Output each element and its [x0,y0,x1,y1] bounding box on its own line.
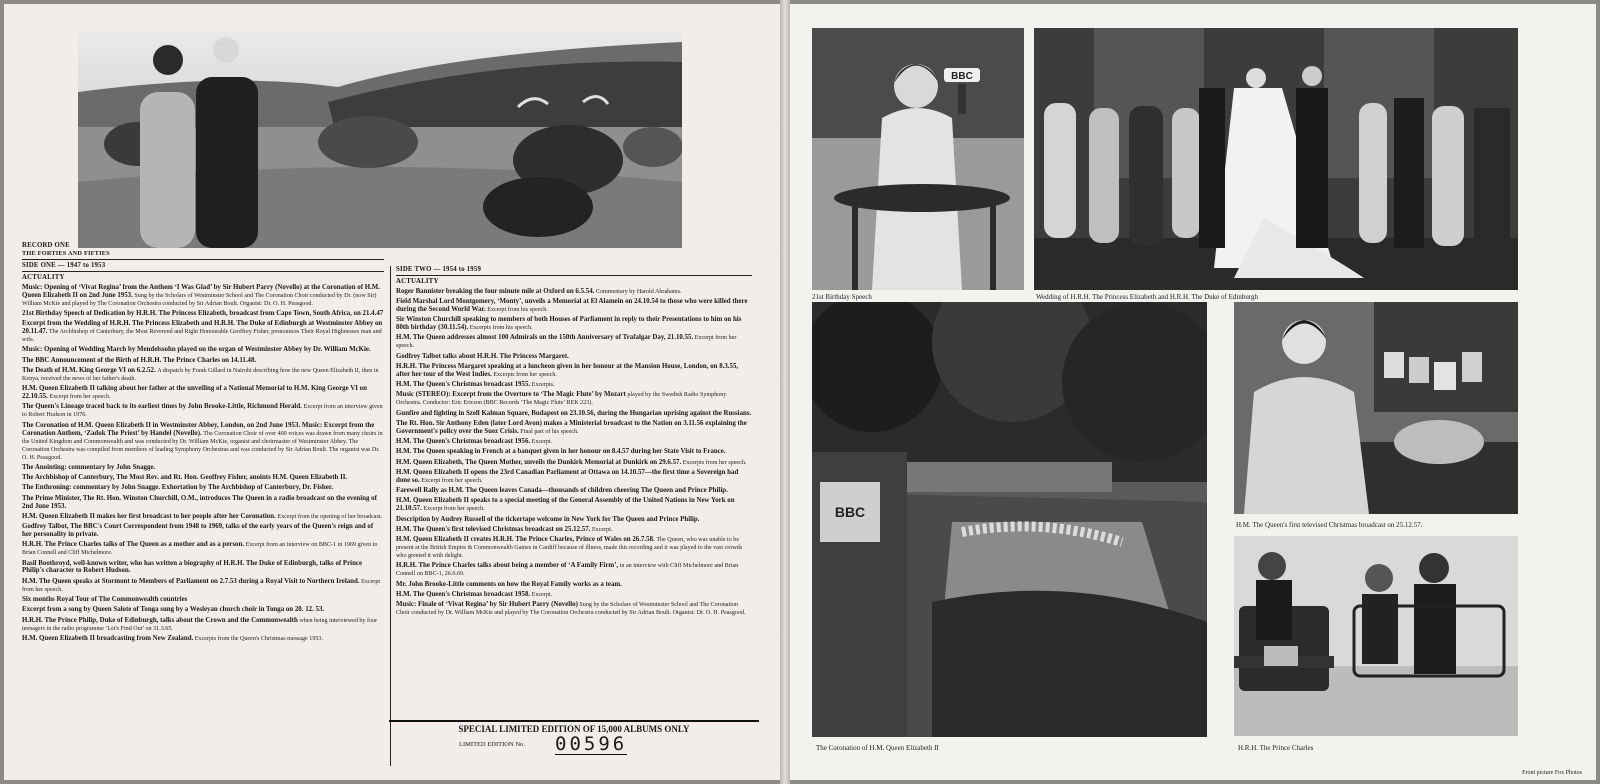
track-item [396,516,752,524]
track-title: H.M. Queen Elizabeth II talking about her father at the unveiling of a National Memorial to H.M. King George VI on 22.10.55. [22,385,367,401]
track-title: H.M. The Queen's Christmas broadcast 1956. [396,438,531,446]
track-item [396,448,752,456]
era-label: THE FORTIES AND FIFTIES [22,250,110,257]
side-one-label: SIDE ONE — 1947 to 1953 [22,262,106,269]
track-detail: The Archbishop of Canterbury, the Most Reverend and Right Honourable Geoffrey Fisher, pronounces Their Royal Highnesses man and wife. [22,329,382,344]
track-title: H.M. The Queen's Christmas broadcast 1958. [396,591,531,599]
track-detail: The Coronation Choir of over 400 voices was drawn from many choirs in the United Kingdom and Commonwealth and was conducted by Dr. William McKie, organist and choirmaster of Westminster Abbey. The Coronation Orchestra was compiled from members of leading Symphony Orchestras and was conducted by Sir Adrian Boult. The organist was Dr. O. H. Peasgood. [22,430,383,461]
photo-prince-charles-interview [1234,536,1518,736]
limited-edition-number: 00596 [555,733,628,755]
track-item [22,617,384,633]
track-item [396,298,752,314]
track-item [396,601,752,617]
track-detail: Excerpt from the opening of her broadcast. [277,513,383,520]
svg-text:BBC: BBC [834,504,866,520]
bbc-microphone-sign: BBC [951,71,973,82]
track-item [22,560,384,576]
track-item [396,438,752,446]
track-title: 21st Birthday Speech of Dedication by H.R.H. The Princess Elizabeth, broadcast from Cape Town, South Africa, on 21.4.47 [22,310,384,318]
track-item [396,526,752,534]
track-detail: Excerpt from an interview given to Robert Hudson in 1976. [22,404,383,419]
track-item [396,391,752,407]
track-item [22,403,384,419]
track-title: H.M. The Queen speaking in French at a banquet given in her honour on 8.4.57 during her State Visit to France. [396,448,726,456]
track-title: H.M. The Queen's first televised Christmas broadcast on 25.12.57. [396,525,591,533]
track-item [396,381,752,389]
track-title: The Rt. Hon. Sir Anthony Eden (later Lord Avon) makes a Ministerial broadcast to the Nation on 3.11.56 explaining the Government's policy over the Suez Crisis. [396,420,747,435]
divider [22,259,384,260]
track-item [396,581,752,589]
track-detail: Excerpts from her speech. [682,459,747,466]
track-title: Field Marshal Lord Montgomery, ‘Monty’, unveils a Memorial at El Alamein on 24.10.54 to those who were killed there during the Second World War. [396,298,748,314]
side-one-track-list [22,284,384,643]
track-detail: Excerpt from his speech. [487,307,548,314]
track-item [396,497,752,513]
track-item [396,420,752,436]
caption-coronation: The Coronation of H.M. Queen Elizabeth II [816,744,939,752]
caption-birthday-speech: 21st Birthday Speech [812,293,872,301]
track-detail: Excerpt. [531,439,553,446]
track-title: H.M. Queen Elizabeth II opens the 23rd Canadian Parliament at Ottawa on 14.10.57—the first time a Sovereign had done so. [396,469,739,484]
track-item [396,288,752,296]
track-item [22,310,384,318]
track-item [22,346,384,354]
track-title: The Coronation of H.M. Queen Elizabeth II in Westminster Abbey, London, on 2nd June 1953. Music: Excerpt from the Coronation Anthem, ‘Zadok The Priest’ by Handel (Novello). [22,421,375,437]
track-item [22,422,384,462]
track-title: Excerpt from a song by Queen Salote of Tonga sung by a Wesleyan church choir in Tonga on 20. 12. 53. [22,606,325,614]
side-two-label: SIDE TWO — 1954 to 1959 [396,266,482,273]
track-item [22,513,384,521]
track-title: Six months Royal Tour of The Commonwealth countries [22,595,188,603]
track-item [22,523,384,539]
track-item [22,357,384,365]
track-title: H.M. Queen Elizabeth II makes her first broadcast to her people after her Coronation. [22,512,276,520]
gatefold-spine [780,0,790,784]
track-detail: Excerpt from her speech. [421,477,483,484]
track-detail: played by the Swedish Radio Symphony Orchestra. Conductor: Eric Ericson (BBC Records ‘The Magic Flute’ REK 223). [396,392,727,407]
track-title: H.M. The Queen's Christmas broadcast 1955. [396,381,531,389]
track-item [396,363,752,379]
track-detail: Excerpt. [531,592,553,599]
track-title: H.M. Queen Elizabeth II broadcasting from New Zealand. [22,634,194,642]
track-item [396,459,752,467]
left-page [4,4,780,780]
track-item [22,367,384,383]
track-title: The BBC Announcement of the Birth of H.R.H. The Prince Charles on 14.11.48. [22,356,257,364]
track-item [396,536,752,560]
track-title: Music: Opening of Wedding March by Mendelssohn played on the organ of Westminster Abbey by Dr. William McKie. [22,346,371,354]
track-title: Farewell Rally as H.M. The Queen leaves Canada—thousands of children cheering The Queen and Prince Philip. [396,487,728,495]
track-title: Music: Opening of ‘Vivat Regina’ from the Anthem ‘I Was Glad’ by Sir Hubert Parry (Novello) at the Coronation of H.M. Queen Elizabeth II on 2nd June 1953. [22,284,381,299]
track-title: Mr. John Brooke-Little comments on how the Royal Family works as a team. [396,580,622,588]
special-edition-banner: SPECIAL LIMITED EDITION OF 15,000 ALBUMS ONLY [389,720,759,734]
side-two-track-list [396,288,752,617]
track-title: The Death of H.M. King George VI on 6.2.52. [22,367,156,375]
track-title: Description by Audrey Russell of the tickertape welcome in New York for The Queen and Prince Philip. [396,515,700,523]
track-item [22,596,384,604]
track-title: H.M. The Queen speaks at Stormont to Members of Parliament on 2.7.53 during a Royal Visit to Northern Ireland. [22,577,360,585]
track-item [396,469,752,485]
track-title: Sir Winston Churchill speaking to members of both Houses of Parliament in reply to their Presentations to him on his 80th birthday (30.11.54). [396,316,742,332]
track-item [22,484,384,492]
track-item [22,385,384,401]
track-item [396,353,752,361]
side-two-column [396,266,752,620]
track-title: Roger Bannister breaking the four minute mile at Oxford on 6.5.54. [396,288,595,295]
track-detail: Sung by the Scholars of Westminster School and The Coronation Choir conducted by Dr. (now Sir) William McKie and played by The Coronation Orchestra conducted by Sir Adrian Boult. Organist: Dr. O. H. Peasgood. [22,292,377,307]
track-item [22,464,384,472]
track-title: Music (STEREO): Excerpt from the Overture to ‘The Magic Flute’ by Mozart [396,391,626,399]
track-item [22,606,384,614]
track-title: Gunfire and fighting in Szell Kalman Square, Budapest on 23.10.56, during the Hungarian uprising against the Russians. [396,409,752,417]
track-title: H.R.H. The Princess Margaret speaking at a luncheon given in her honour at the Mansion House, London, on 8.3.55, after her tour of the West Indies. [396,363,739,378]
track-title: The Prime Minister, The Rt. Hon. Winston Churchill, O.M., introduces The Queen in a radio broadcast on the evening of 2nd June 1953. [22,494,377,510]
track-item [396,591,752,599]
track-item [396,410,752,418]
photo-birthday-speech [812,28,1024,290]
track-detail: The Queen, who was unable to be present at the British Empire & Commonwealth Games in Cardiff because of illness, made this recording and it was played to the vast crowds who greeted it with delight. [396,537,743,560]
track-title: H.R.H. The Prince Charles talks of The Queen as a mother and as a person. [22,541,245,549]
record-one-label: RECORD ONE [22,242,70,249]
track-detail: A dispatch by Frank Gillard in Nairobi describing how the new Queen Elizabeth II, then in Kenya, received the news of her father's death. [22,368,379,383]
track-detail: Commentary by Harold Abrahams. [595,289,682,295]
track-detail: Excerpt. [591,526,613,533]
divider [396,275,752,276]
track-title: Excerpt from the Wedding of H.R.H. The Princess Elizabeth and H.R.H. The Duke of Edinburgh at Westminster Abbey on 20.11.47. [22,320,383,336]
track-title: H.R.H. The Prince Charles talks about being a member of ‘A Family Firm’, [396,562,619,570]
right-page [790,4,1596,780]
track-item [22,284,384,308]
side-one-section: ACTUALITY [22,274,65,281]
track-title: Godfrey Talbot talks about H.R.H. The Princess Margaret. [396,352,569,360]
track-detail: Excerpts from the Queen's Christmas message 1953. [194,635,323,642]
track-detail: Excerpt from her speech. [396,335,737,350]
track-item [396,562,752,578]
track-title: H.M. Queen Elizabeth, The Queen Mother, unveils the Dunkirk Memorial at Dunkirk on 29.6.57. [396,458,682,466]
track-item [22,635,384,643]
track-detail: Excerpt from her speech. [49,394,111,401]
track-detail: when being interviewed by four teenagers in the radio programme ‘Let's Find Out’ on 31.3.65. [22,617,378,632]
track-detail: Excerpt from an interview on BBC-1 in 1969 given to Brian Connell and Cliff Michelmore. [22,542,378,557]
track-title: H.M. Queen Elizabeth II speaks to a special meeting of the General Assembly of the United Nations in New York on 21.10.57. [396,497,735,513]
photo-royal-wedding [1034,28,1518,290]
track-item [22,495,384,511]
track-detail: Excerpts. [531,382,555,389]
column-divider [390,266,391,766]
caption-royal-wedding: Wedding of H.R.H. The Princess Elizabeth and H.R.H. The Duke of Edinburgh [1036,293,1259,301]
divider [22,271,384,272]
track-item [22,578,384,594]
track-title: The Queen's Lineage traced back to its earliest times by John Brooke-Little, Richmond Herald. [22,403,302,411]
track-item [396,316,752,332]
track-item [22,320,384,344]
track-detail: Excerpts from her speech. [493,371,557,378]
track-detail: Excerpts from his speech. [469,325,533,332]
track-title: H.M. Queen Elizabeth II creates H.R.H. The Prince Charles, Prince of Wales on 26.7.58. [396,536,655,544]
track-detail: Excerpt from her speech. [22,578,381,593]
photo-credit: Front picture Fox Photos [1522,770,1582,776]
side-two-section: ACTUALITY [396,278,439,285]
track-detail: Sung by the Scholars of Westminster School and The Coronation Choir conducted by Dr. William McKie and played by The Coronation Orchestra conducted by Sir Adrian Boult. Organist: Dr. O. H. Peasgood. [396,602,746,617]
side-one-column [22,242,384,645]
track-title: The Archbishop of Canterbury, The Most Rev. and Rt. Hon. Geoffrey Fisher, anoints H.M. Queen Elizabeth II. [22,474,348,482]
photo-coronation-procession [812,302,1207,737]
track-title: Godfrey Talbot, The BBC's Court Correspondent from 1948 to 1969, talks of the early years of the Queen's reign and of her personality in private. [22,523,374,538]
track-item [396,487,752,495]
track-detail: in an interview with Cliff Michelmore and Brian Connell on BBC-1, 26.6.69. [396,563,739,578]
track-item [22,474,384,482]
track-title: The Enthroning: commentary by John Snagge. Exhortation by The Archbishop of Canterbury, Dr. Fisher. [22,484,333,492]
track-item [396,334,752,350]
track-title: H.M. The Queen addresses almost 100 Admirals on the 150th Anniversary of Trafalgar Day, 21.10.55. [396,334,694,342]
caption-televised-christmas: H.M. The Queen's first televised Christmas broadcast on 25.12.57. [1236,521,1423,529]
caption-prince-charles: H.R.H. The Prince Charles [1238,744,1314,752]
track-detail: Excerpt from her speech. [423,506,485,513]
cover-photo-royal-couple-highland-cattle [78,32,682,248]
track-title: The Anointing: commentary by John Snagge. [22,463,156,471]
track-detail: Final part of his speech. [520,428,579,435]
track-item [22,541,384,557]
track-title: Music: Finale of ‘Vivat Regina’ by Sir Hubert Parry (Novello) [396,601,578,609]
track-title: H.R.H. The Prince Philip, Duke of Edinburgh, talks about the Crown and the Commonwealth [22,616,298,624]
track-title: Basil Boothroyd, well-known writer, who has written a biography of H.R.H. The Duke of Edinburgh, talks of Prince Philip's character to Robert Hudson. [22,559,363,575]
limited-edition-label: LIMITED EDITION No. [459,741,525,748]
photo-televised-christmas [1234,302,1518,514]
